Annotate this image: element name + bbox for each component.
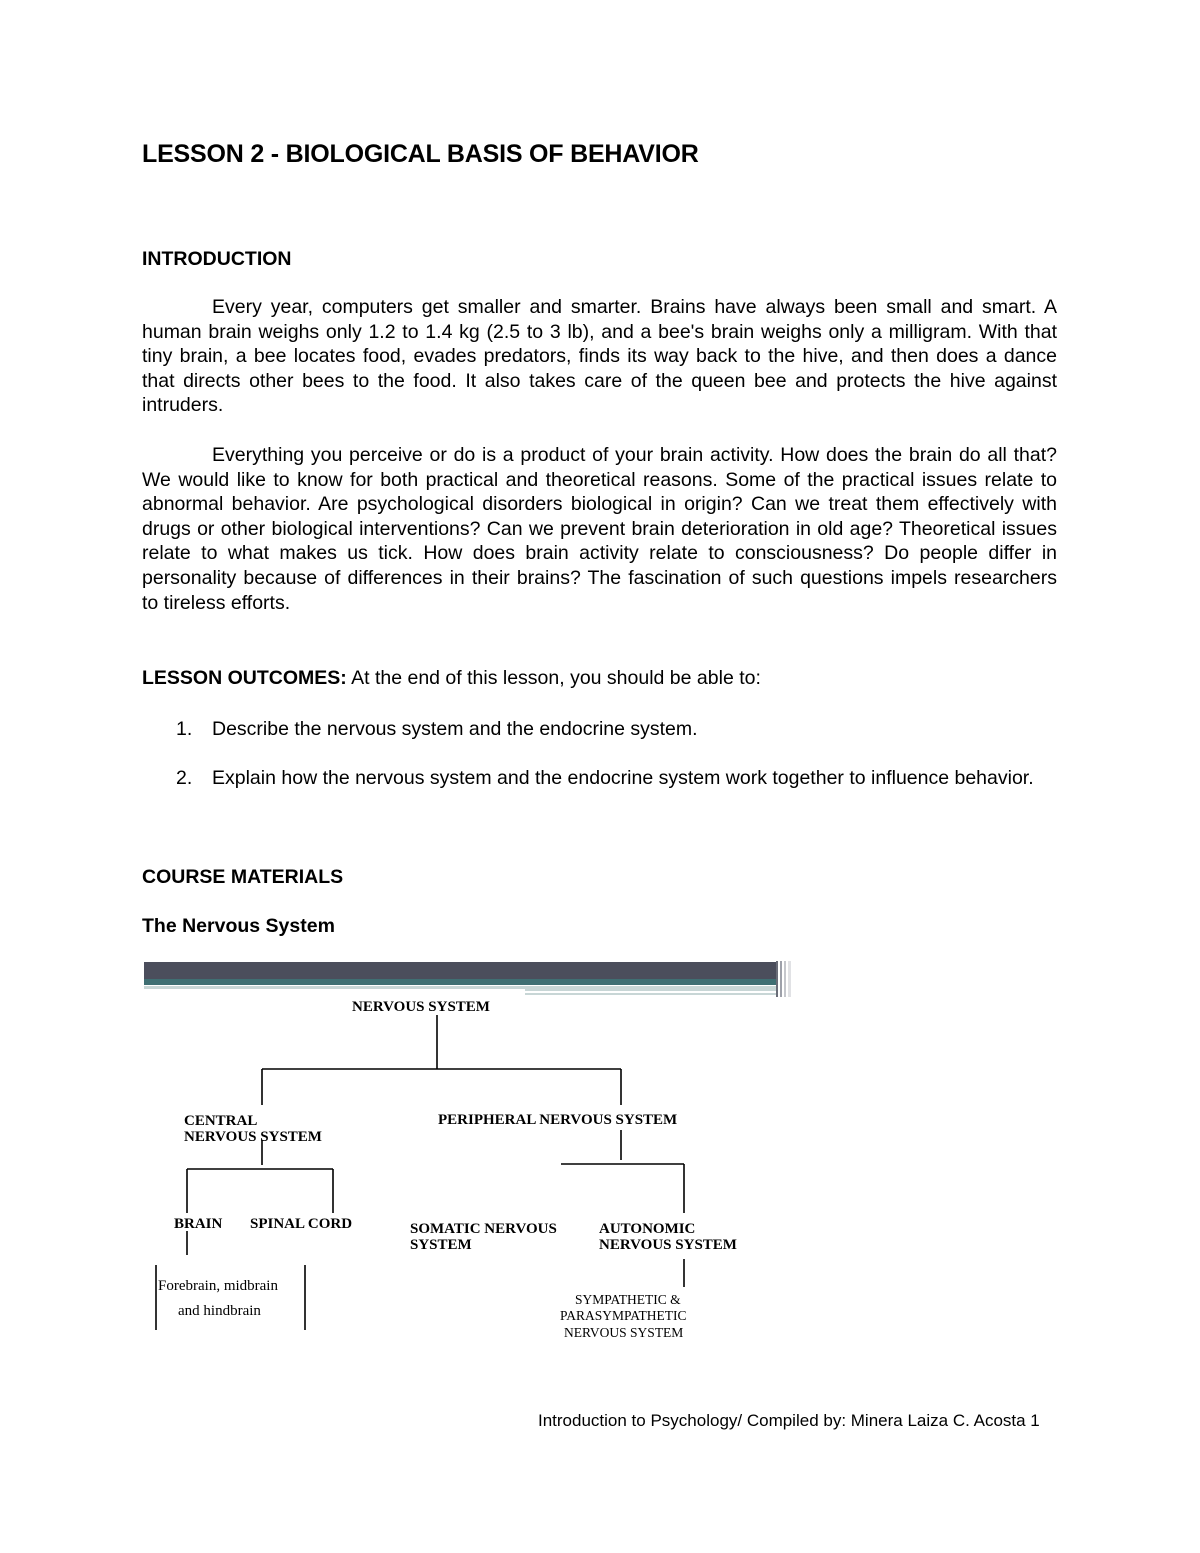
header-bar-edge-3	[784, 961, 786, 997]
page-footer: Introduction to Psychology/ Compiled by: Minera Laiza C. Acosta 1	[538, 1411, 1040, 1430]
node-sympathetic-line-3: NERVOUS SYSTEM	[564, 1325, 684, 1340]
course-materials-heading: COURSE MATERIALS	[142, 866, 344, 888]
lesson-outcomes-intro: At the end of this lesson, you should be able to:	[346, 667, 761, 689]
node-sympathetic-line-1: SYMPATHETIC &	[575, 1292, 681, 1307]
header-bar-edge-4	[788, 961, 791, 997]
node-peripheral: PERIPHERAL NERVOUS SYSTEM	[438, 1112, 678, 1128]
list-item	[172, 766, 1052, 791]
node-brain-parts-line-1: Forebrain, midbrain	[158, 1278, 278, 1294]
node-somatic-line-1: SOMATIC NERVOUS	[410, 1221, 557, 1237]
list-item-number: 2.	[176, 767, 193, 789]
intro-paragraph-2: Everything you perceive or do is a product of your brain activity. How does the brain do all that? We would like to know for both practical and theoretical reasons. Some of the practical issues relate to abnormal behavior. Are psychological disorders biological in origin? Can we treat them effectively with drugs or other biological interventions? Can we prevent brain deterioration in old age? Theoretical issues relate to what makes us tick. How does brain activity relate to consciousness? Do people differ in personality because of differences in their brains? The fascination of such questions impels researchers to tireless efforts.	[142, 444, 1057, 614]
list-item-text: Explain how the nervous system and the endocrine system work together to influence behavior.	[212, 767, 1034, 789]
header-bar-edge-1	[776, 961, 778, 997]
node-autonomic-line-2: NERVOUS SYSTEM	[599, 1237, 737, 1253]
lesson-title: LESSON 2 - BIOLOGICAL BASIS OF BEHAVIOR	[142, 140, 699, 168]
outcomes-list	[172, 717, 1052, 742]
header-bar-dark	[144, 962, 776, 979]
nervous-system-diagram	[140, 955, 800, 1350]
lesson-outcomes	[142, 667, 761, 690]
node-somatic-line-2: SYSTEM	[410, 1237, 472, 1253]
header-bar-light-3	[525, 993, 776, 995]
node-brain-parts-line-2: and hindbrain	[178, 1303, 261, 1319]
intro-paragraph-1: Every year, computers get smaller and smarter. Brains have always been small and smart. A human brain weighs only 1.2 to 1.4 kg (2.5 to 3 lb), and a bee's brain weighs only a milligram. With that tiny brain, a bee locates food, evades predators, finds its way back to the hive, and then does a dance that directs other bees to the food. It also takes care of the queen bee and protects the hive against intruders.	[142, 296, 1057, 417]
outcomes-list-2	[172, 766, 1052, 791]
node-nervous-system: NERVOUS SYSTEM	[352, 999, 490, 1015]
node-spinal-cord: SPINAL CORD	[250, 1216, 353, 1232]
introduction-heading: INTRODUCTION	[142, 248, 292, 270]
list-item-number: 1.	[176, 718, 193, 740]
nervous-system-subheading: The Nervous System	[142, 915, 335, 937]
lesson-outcomes-label: LESSON OUTCOMES:	[142, 667, 347, 689]
node-autonomic-line-1: AUTONOMIC	[599, 1221, 696, 1237]
node-sympathetic-line-2: PARASYMPATHETIC	[560, 1308, 687, 1323]
header-bar-edge-2	[780, 961, 782, 997]
header-bar-light-2	[525, 988, 776, 991]
node-brain: BRAIN	[174, 1216, 223, 1232]
header-bar-teal	[144, 979, 776, 985]
list-item	[172, 717, 1052, 742]
node-central-line-2: NERVOUS SYSTEM	[184, 1129, 322, 1145]
list-item-text: Describe the nervous system and the endocrine system.	[212, 718, 698, 740]
node-central-line-1: CENTRAL	[184, 1113, 258, 1129]
